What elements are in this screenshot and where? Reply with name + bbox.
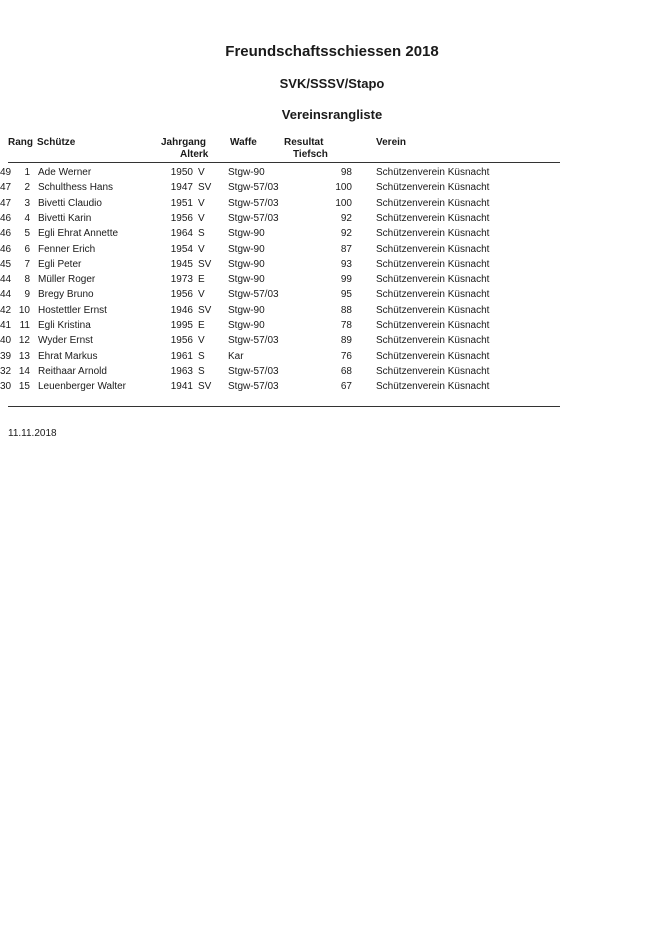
age-category-cell: V (198, 197, 205, 209)
tiefschuss-cell: 76 (340, 350, 352, 362)
club-cell: Schützenverein Küsnacht (376, 197, 490, 209)
rank-cell: 15 (18, 381, 30, 393)
rank-cell: 2 (24, 182, 30, 194)
table-row (0, 196, 664, 211)
age-category-cell: V (198, 335, 205, 347)
club-cell: Schützenverein Küsnacht (376, 274, 490, 286)
header-schuetze: Schütze (37, 137, 76, 148)
shooter-name-cell: Hostettler Ernst (38, 304, 107, 316)
tiefschuss-cell: 98 (340, 167, 352, 178)
shooter-name-cell: Bivetti Karin (38, 212, 92, 224)
club-cell: Schützenverein Küsnacht (376, 258, 490, 270)
weapon-cell: Stgw-57/03 (228, 365, 279, 377)
weapon-cell: Stgw-90 (228, 320, 265, 331)
age-category-cell: SV (198, 258, 212, 270)
tiefschuss-cell: 68 (340, 365, 352, 377)
age-category-cell: V (198, 167, 205, 178)
tiefschuss-cell: 87 (340, 243, 352, 255)
result-cell: 41 (0, 320, 12, 331)
document-subtitle: SVK/SSSV/Stapo (279, 76, 385, 91)
weapon-cell: Stgw-57/03 (228, 289, 279, 301)
birth-year-cell: 1956 (170, 212, 193, 224)
tiefschuss-cell: 99 (340, 274, 352, 286)
result-cell: 47 (0, 182, 12, 194)
shooter-name-cell: Schulthess Hans (38, 182, 114, 194)
rank-cell: 6 (24, 243, 30, 255)
weapon-cell: Stgw-90 (228, 167, 265, 178)
result-cell: 39 (0, 350, 12, 362)
header-rang: Rang (8, 137, 33, 148)
weapon-cell: Stgw-90 (228, 304, 265, 316)
club-cell: Schützenverein Küsnacht (376, 289, 490, 301)
age-category-cell: S (198, 228, 205, 240)
birth-year-cell: 1963 (170, 365, 193, 377)
table-row (0, 364, 664, 379)
rank-cell: 13 (18, 350, 30, 362)
birth-year-cell: 1941 (170, 381, 193, 393)
birth-year-cell: 1956 (170, 289, 193, 301)
club-cell: Schützenverein Küsnacht (376, 335, 490, 347)
age-category-cell: V (198, 289, 205, 301)
rank-cell: 8 (24, 274, 30, 286)
shooter-name-cell: Bivetti Claudio (38, 197, 102, 209)
age-category-cell: E (198, 320, 205, 331)
rank-cell: 11 (19, 320, 30, 331)
birth-year-cell: 1945 (170, 258, 193, 270)
rank-cell: 12 (18, 335, 30, 347)
rank-cell: 7 (24, 258, 30, 270)
club-cell: Schützenverein Küsnacht (376, 167, 490, 178)
table-row (0, 211, 664, 226)
shooter-name-cell: Ade Werner (38, 167, 92, 178)
age-category-cell: V (198, 212, 205, 224)
header-rule (8, 162, 560, 163)
club-cell: Schützenverein Küsnacht (376, 182, 490, 194)
birth-year-cell: 1956 (170, 335, 193, 347)
weapon-cell: Stgw-90 (228, 228, 265, 240)
table-row (0, 318, 664, 333)
list-title: Vereinsrangliste (281, 107, 383, 122)
table-row (0, 226, 664, 241)
result-cell: 49 (0, 167, 12, 178)
result-cell: 44 (0, 289, 12, 301)
tiefschuss-cell: 100 (335, 197, 352, 209)
result-cell: 40 (0, 335, 12, 347)
result-cell: 44 (0, 274, 12, 286)
age-category-cell: SV (198, 304, 212, 316)
tiefschuss-cell: 67 (340, 381, 352, 393)
result-cell: 32 (0, 365, 12, 377)
club-cell: Schützenverein Küsnacht (376, 320, 490, 331)
rank-cell: 3 (24, 197, 30, 209)
result-cell: 45 (0, 258, 12, 270)
result-cell: 46 (0, 228, 12, 240)
age-category-cell: S (198, 350, 205, 362)
tiefschuss-cell: 89 (340, 335, 352, 347)
table-row (0, 272, 664, 287)
header-jahrgang: Jahrgang (161, 137, 207, 148)
rank-cell: 14 (18, 365, 30, 377)
table-row (0, 349, 664, 364)
result-cell: 46 (0, 243, 12, 255)
result-cell: 30 (0, 381, 12, 393)
shooter-name-cell: Egli Ehrat Annette (38, 228, 119, 240)
result-cell: 47 (0, 197, 12, 209)
shooter-name-cell: Ehrat Markus (38, 350, 98, 362)
shooter-name-cell: Egli Peter (38, 258, 82, 270)
shooter-name-cell: Egli Kristina (38, 320, 91, 331)
footer-rule (8, 406, 560, 407)
weapon-cell: Kar (228, 350, 244, 362)
tiefschuss-cell: 92 (340, 228, 352, 240)
birth-year-cell: 1995 (170, 320, 193, 331)
birth-year-cell: 1961 (170, 350, 193, 362)
tiefschuss-cell: 100 (335, 182, 352, 194)
table-row (0, 303, 664, 318)
tiefschuss-cell: 78 (340, 320, 352, 331)
age-category-cell: SV (198, 182, 212, 194)
club-cell: Schützenverein Küsnacht (376, 304, 490, 316)
weapon-cell: Stgw-90 (228, 258, 265, 270)
birth-year-cell: 1964 (170, 228, 193, 240)
header-waffe: Waffe (230, 137, 257, 148)
club-cell: Schützenverein Küsnacht (376, 350, 490, 362)
header-tiefsch: Tiefsch (293, 149, 328, 160)
shooter-name-cell: Müller Roger (38, 274, 96, 286)
table-row (0, 180, 664, 195)
age-category-cell: SV (198, 381, 212, 393)
club-cell: Schützenverein Küsnacht (376, 365, 490, 377)
table-row (0, 257, 664, 272)
tiefschuss-cell: 95 (340, 289, 352, 301)
weapon-cell: Stgw-90 (228, 274, 265, 286)
weapon-cell: Stgw-57/03 (228, 381, 279, 393)
result-cell: 46 (0, 212, 12, 224)
weapon-cell: Stgw-57/03 (228, 335, 279, 347)
table-row (0, 333, 664, 348)
shooter-name-cell: Wyder Ernst (38, 335, 93, 347)
table-row (0, 379, 664, 394)
weapon-cell: Stgw-90 (228, 243, 265, 255)
shooter-name-cell: Fenner Erich (38, 243, 96, 255)
birth-year-cell: 1973 (170, 274, 193, 286)
tiefschuss-cell: 93 (340, 258, 352, 270)
table-row (0, 287, 664, 302)
birth-year-cell: 1947 (170, 182, 193, 194)
rank-cell: 10 (18, 304, 30, 316)
age-category-cell: V (198, 243, 205, 255)
club-cell: Schützenverein Küsnacht (376, 381, 490, 393)
weapon-cell: Stgw-57/03 (228, 197, 279, 209)
table-row (0, 242, 664, 257)
shooter-name-cell: Bregy Bruno (38, 289, 94, 301)
header-alterk: Alterk (180, 149, 209, 160)
birth-year-cell: 1946 (170, 304, 193, 316)
table-row (0, 165, 664, 180)
birth-year-cell: 1950 (170, 167, 193, 178)
header-resultat: Resultat (284, 137, 324, 148)
age-category-cell: S (198, 365, 205, 377)
document-date: 11.11.2018 (8, 428, 57, 439)
club-cell: Schützenverein Küsnacht (376, 212, 490, 224)
weapon-cell: Stgw-57/03 (228, 182, 279, 194)
header-verein: Verein (376, 137, 407, 148)
club-cell: Schützenverein Küsnacht (376, 243, 490, 255)
tiefschuss-cell: 92 (340, 212, 352, 224)
rank-cell: 5 (24, 228, 30, 240)
tiefschuss-cell: 88 (340, 304, 352, 316)
birth-year-cell: 1954 (170, 243, 193, 255)
shooter-name-cell: Leuenberger Walter (38, 381, 127, 393)
rank-cell: 4 (24, 212, 30, 224)
rank-cell: 1 (24, 167, 30, 178)
rank-cell: 9 (24, 289, 30, 301)
result-cell: 42 (0, 304, 12, 316)
club-cell: Schützenverein Küsnacht (376, 228, 490, 240)
weapon-cell: Stgw-57/03 (228, 212, 279, 224)
birth-year-cell: 1951 (170, 197, 193, 209)
document-title: Freundschaftsschiessen 2018 (225, 43, 439, 60)
age-category-cell: E (198, 274, 205, 286)
shooter-name-cell: Reithaar Arnold (38, 365, 107, 377)
